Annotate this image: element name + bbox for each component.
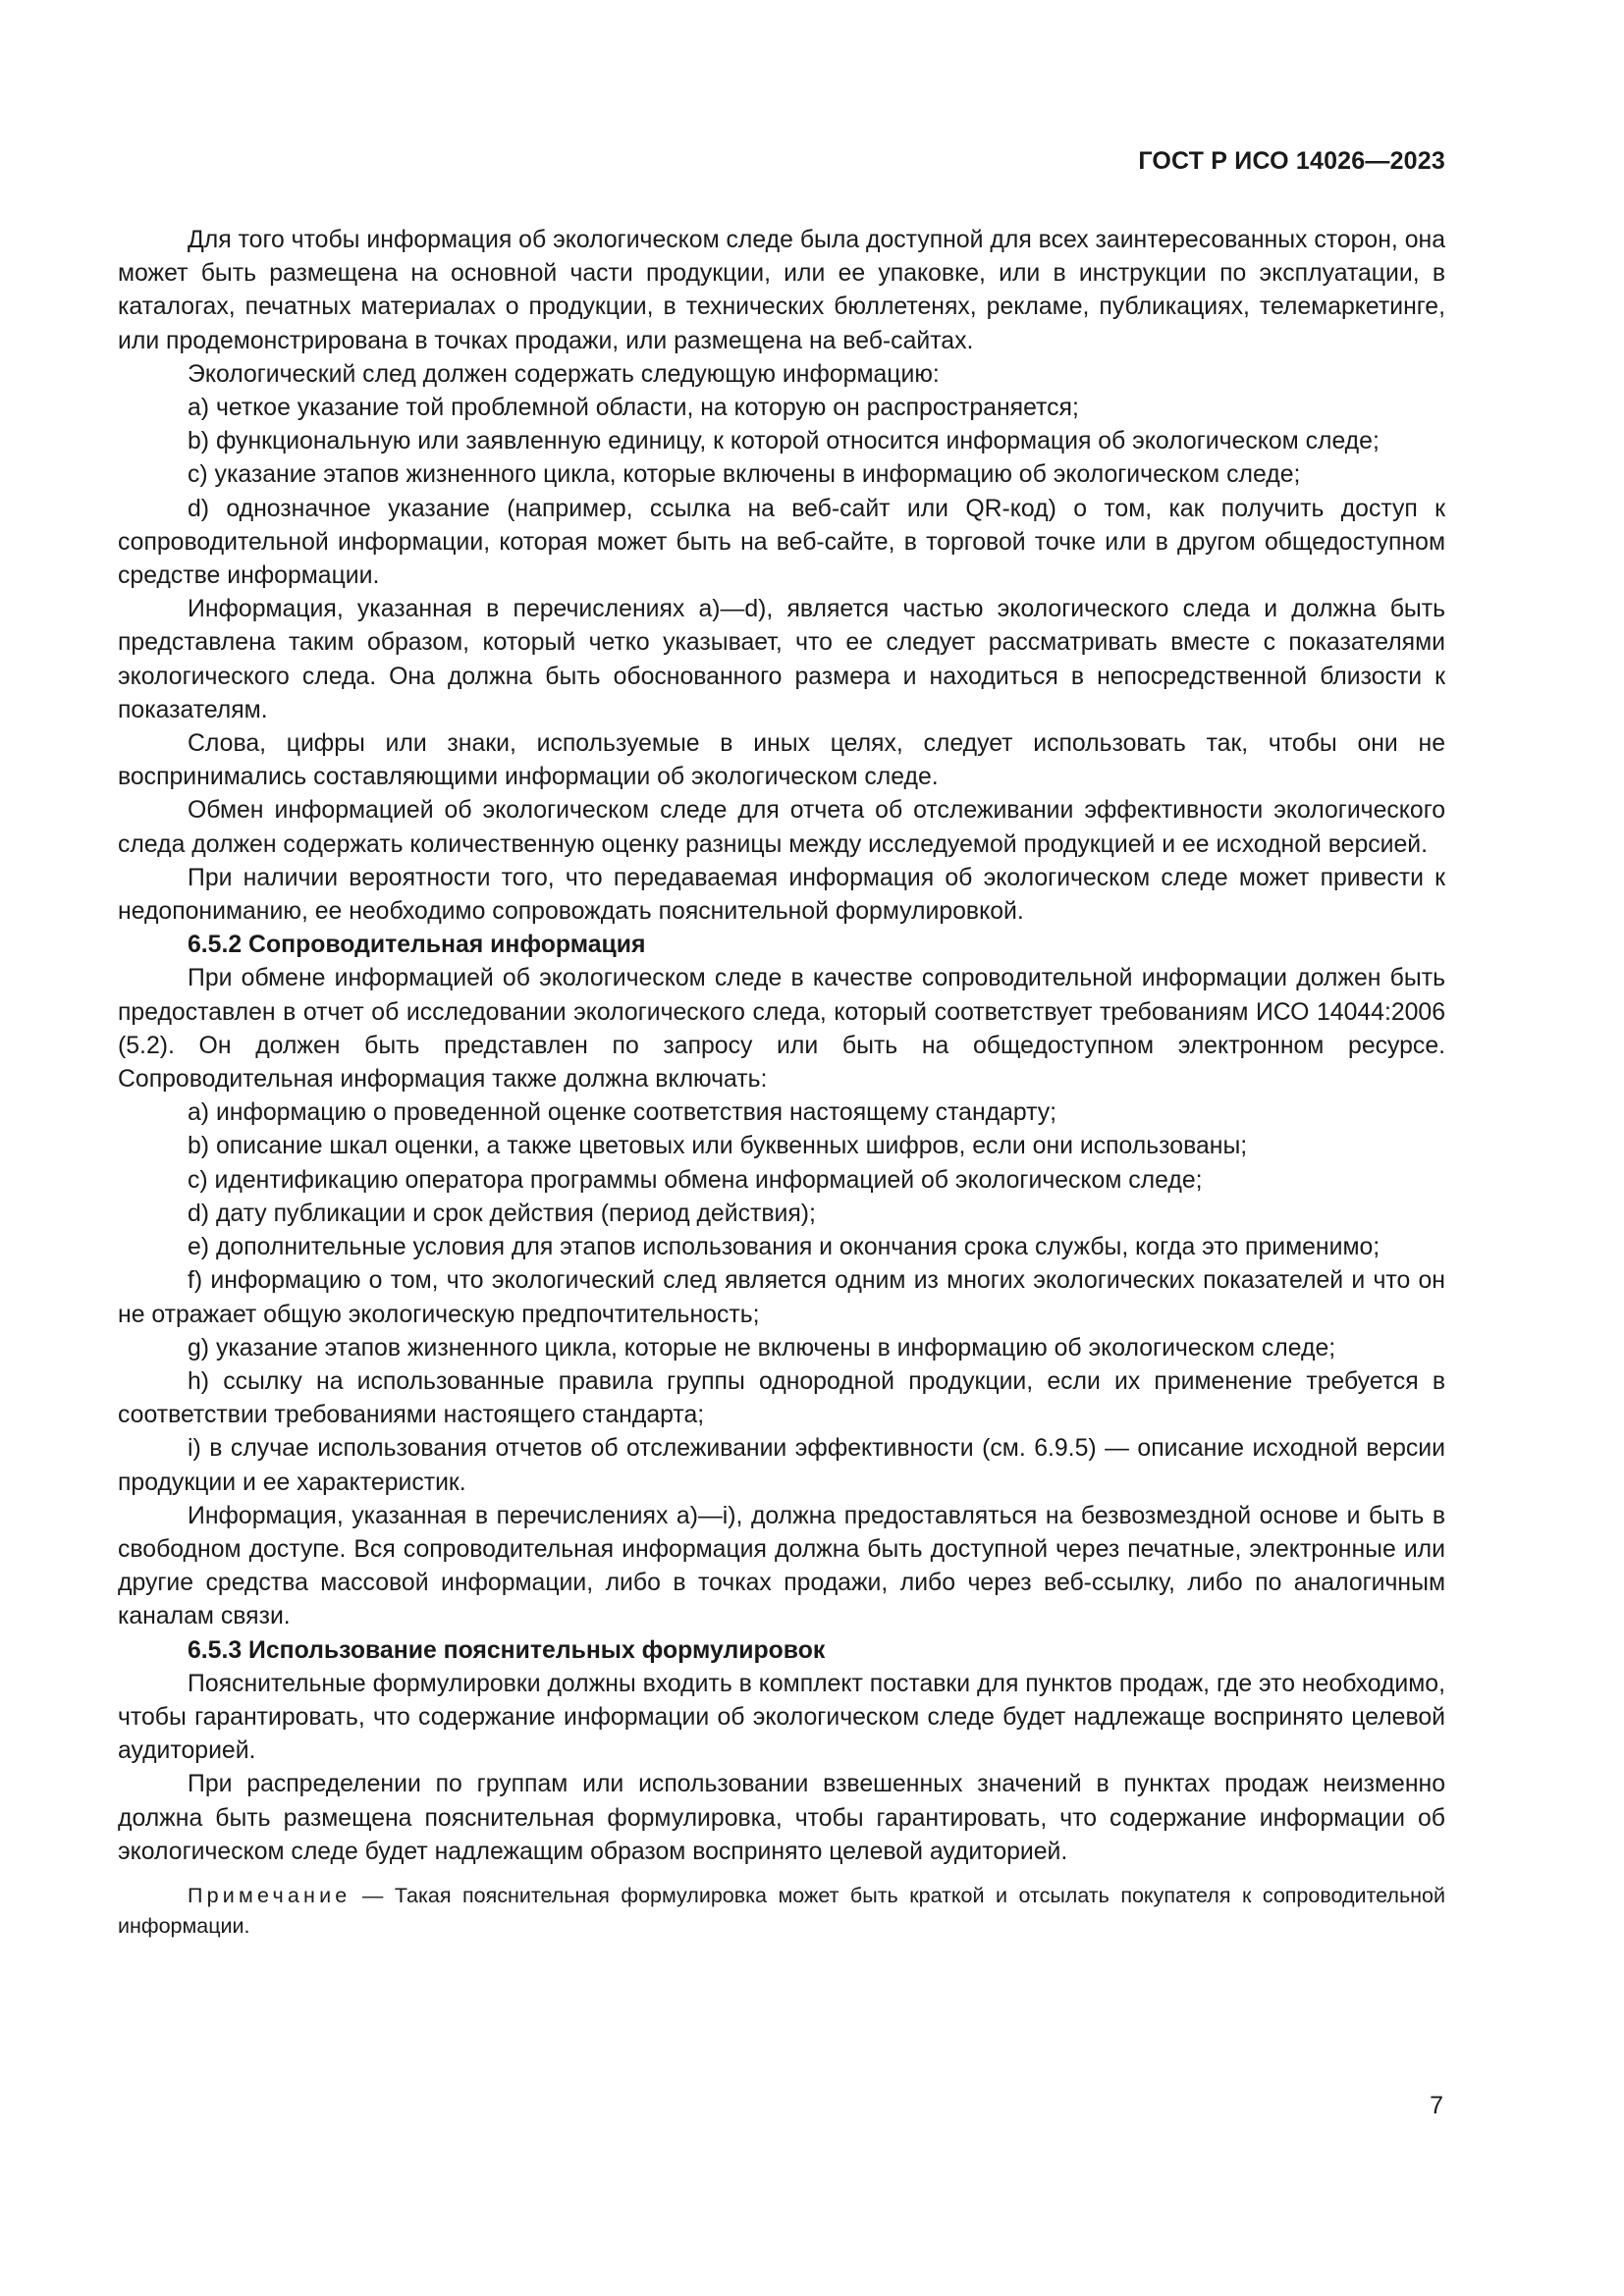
paragraph: Для того чтобы информация об экологическом следе была доступной для всех заинтересованных сторон, она может быть размещена на основной части продукции, или ее упаковке, или в инструкции по эксплуатации, в каталогах, печатных материалах о продукции, в технических бюллетенях, рекламе, публикациях, телемаркетинге, или продемонстрирована в точках продажи, или размещена на веб-сайтах. (118, 227, 1445, 354)
list-item: h) ссылку на использованные правила группы однородной продукции, если их применение требуется в соответствии требованиями настоящего стандарта; (118, 1367, 1445, 1429)
list-item: d) однозначное указание (например, ссылка на веб-сайт или QR-код) о том, как получить доступ к сопроводительной информации, которая может быть на веб-сайте, в торговой точке или в другом общедоступном средстве информации. (118, 495, 1445, 590)
section-heading-6-5-2: 6.5.2 Сопроводительная информация (188, 932, 646, 959)
list-item: i) в случае использования отчетов об отслеживании эффективности (см. 6.9.5) — описание исходной версии продукции и ее характеристик. (118, 1435, 1445, 1496)
note-label: Примечание (188, 1883, 352, 1907)
list-item: b) функциональную или заявленную единицу, к которой относится информация об экологическом следе; (188, 428, 1380, 455)
paragraph: При распределении по группам или использовании взвешенных значений в пунктах продаж неизменно должна быть размещена пояснительная формулировка, чтобы гарантировать, что содержание информации об экологическом следе будет надлежащим образом воспринято целевой аудиторией. (118, 1771, 1445, 1865)
list-item: a) четкое указание той проблемной области, на которую он распространяется; (188, 395, 1079, 422)
paragraph: Слова, цифры или знаки, используемые в иных целях, следует использовать так, чтобы они не воспринимались составляющими информации об экологическом следе. (118, 730, 1445, 791)
list-item: c) идентификацию оператора программы обмена информацией об экологическом следе; (188, 1166, 1203, 1194)
note (118, 1881, 1445, 1942)
standard-header: ГОСТ Р ИСО 14026—2023 (1138, 147, 1445, 175)
list-item: a) информацию о проведенной оценке соответствия настоящему стандарту; (188, 1099, 1057, 1127)
list-item: b) описание шкал оценки, а также цветовых или буквенных шифров, если они использованы; (188, 1133, 1248, 1160)
paragraph: Пояснительные формулировки должны входить в комплект поставки для пунктов продаж, где это необходимо, чтобы гарантировать, что содержание информации об экологическом следе будет надлежаще воспринято целевой аудиторией. (118, 1670, 1445, 1765)
list-item: g) указание этапов жизненного цикла, которые не включены в информацию об экологическом следе; (188, 1334, 1336, 1362)
paragraph: При наличии вероятности того, что передаваемая информация об экологическом следе может привести к недопониманию, ее необходимо сопровождать пояснительной формулировкой. (118, 864, 1445, 926)
note-text: — Такая пояснительная формулировка может быть краткой и отсылать покупателя к сопроводительной информации. (118, 1883, 1445, 1938)
paragraph: При обмене информацией об экологическом следе в качестве сопроводительной информации должен быть предоставлен в отчет об исследовании экологического следа, который соответствует требованиям ИСО 14044:2006 (5.2). Он должен быть представлен по запросу или быть на общедоступном электронном ресурсе. Сопроводительная информация также должна включать: (118, 965, 1445, 1094)
document-body (118, 224, 1445, 1942)
paragraph: Информация, указанная в перечислениях a)—i), должна предоставляться на безвозмездной основе и быть в свободном доступе. Вся сопроводительная информация должна быть доступной через печатные, электронные или другие средства массовой информации, либо в точках продажи, либо через веб-ссылку, либо по аналогичным каналам связи. (118, 1502, 1445, 1630)
page-number: 7 (1430, 2092, 1443, 2119)
list-item: e) дополнительные условия для этапов использования и окончания срока службы, когда это применимо; (188, 1234, 1380, 1261)
paragraph: Обмен информацией об экологическом следе для отчета об отслеживании эффективности экологического следа должен содержать количественную оценку разницы между исследуемой продукцией и ее исходной версией. (118, 797, 1445, 858)
section-heading-6-5-3: 6.5.3 Использование пояснительных формулировок (188, 1636, 826, 1664)
list-item: d) дату публикации и срок действия (период действия); (188, 1200, 816, 1227)
list-item: f) информацию о том, что экологический след является одним из многих экологических показателей и что он не отражает общую экологическую предпочтительность; (118, 1267, 1445, 1328)
paragraph: Экологический след должен содержать следующую информацию: (188, 360, 940, 388)
list-item: c) указание этапов жизненного цикла, которые включены в информацию об экологическом следе; (188, 461, 1301, 489)
paragraph: Информация, указанная в перечислениях a)—d), является частью экологического следа и должна быть представлена таким образом, который четко указывает, что ее следует рассматривать вместе с показателями экологического следа. Она должна быть обоснованного размера и находиться в непосредственной близости к показателям. (118, 596, 1445, 723)
